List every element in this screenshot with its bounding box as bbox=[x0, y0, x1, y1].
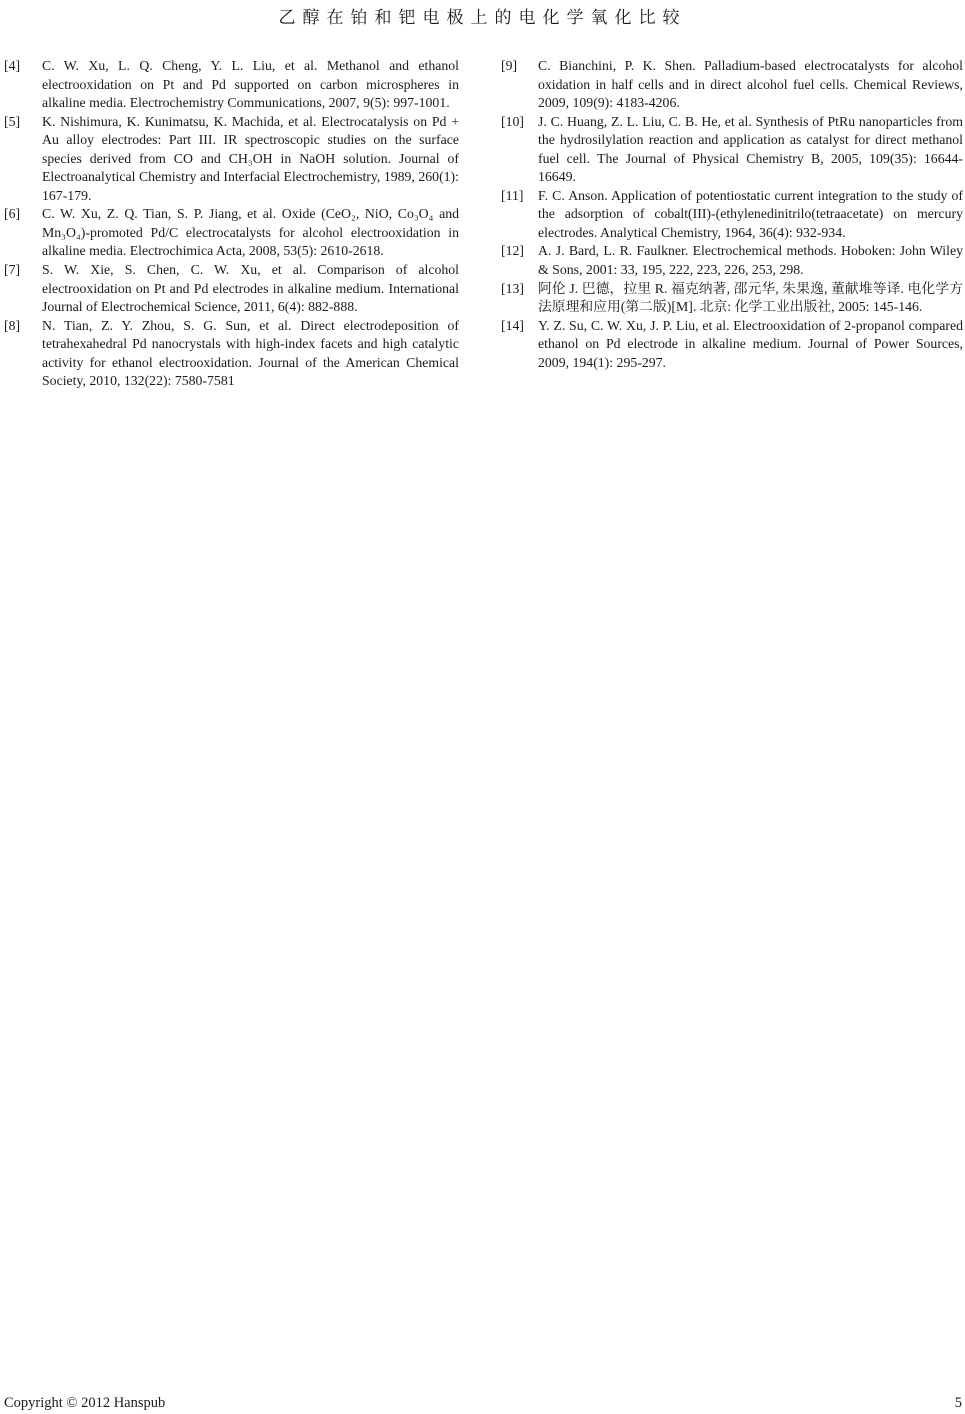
references-column-right bbox=[501, 57, 963, 391]
reference-item bbox=[4, 261, 459, 317]
reference-number: [13] bbox=[501, 280, 524, 296]
reference-text: N. Tian, Z. Y. Zhou, S. G. Sun, et al. Direct electrodeposition of tetrahexahedral Pd nanocrystals with high-index facets and high catalytic activity for ethanol electrooxidation. Journal of the American Chemical Society, 2010, 132(22): 7580-7581 bbox=[42, 317, 459, 389]
reference-item bbox=[501, 113, 963, 187]
reference-text: F. C. Anson. Application of potentiostatic current integration to the study of the adsorption of cobalt(III)-(ethylenedinitrilo(tetraacetate) on mercury electrodes. Analytical Chemistry, 1964, 36(4): 932-934. bbox=[538, 187, 963, 240]
reference-number: [12] bbox=[501, 243, 524, 259]
reference-text: C. W. Xu, Z. Q. Tian, S. P. Jiang, et al. Oxide (CeO₂, NiO, Co₃O₄ and Mn₃O₄)-promoted Pd/C electrocatalysts for alcohol electrooxidation in alkaline media. Electrochimica Acta, 2008, 53(5): 2610-2618. bbox=[42, 206, 459, 259]
reference-text: S. W. Xie, S. Chen, C. W. Xu, et al. Comparison of alcohol electrooxidation on Pt and Pd electrodes in alkaline medium. International Journal of Electrochemical Science, 2011, 6(4): 882-888. bbox=[42, 262, 459, 315]
reference-text: Y. Z. Su, C. W. Xu, J. P. Liu, et al. Electrooxidation of 2-propanol compared ethanol on Pd electrode in alkaline medium. Journal of Power Sources, 2009, 194(1): 295-297. bbox=[538, 317, 963, 370]
reference-number: [4] bbox=[4, 58, 21, 73]
page-title: 乙醇在铂和钯电极上的电化学氧化比较 bbox=[278, 8, 687, 27]
reference-text: K. Nishimura, K. Kunimatsu, K. Machida, et al. Electrocatalysis on Pd + Au alloy electrodes: Part III. IR spectroscopic studies on the surface species derived from CO and CH₃OH in NaOH solution. Journal of Electroanalytical Chemistry and Interfacial Electrochemistry, 1989, 260(1): 167-179. bbox=[42, 113, 459, 203]
reference-number: [8] bbox=[4, 317, 21, 333]
references-section bbox=[4, 57, 963, 391]
copyright-text: Copyright © 2012 Hanspub bbox=[4, 1395, 166, 1411]
reference-number: [11] bbox=[501, 187, 524, 203]
reference-item bbox=[501, 57, 963, 113]
reference-text: C. W. Xu, L. Q. Cheng, Y. L. Liu, et al. Methanol and ethanol electrooxidation on Pt and Pd supported on carbon microspheres in alkaline media. Electrochemistry Communications, 2007, 9(5): 997-1001. bbox=[42, 58, 459, 111]
reference-text: C. Bianchini, P. K. Shen. Palladium-based electrocatalysts for alcohol oxidation in half cells and in direct alcohol fuel cells. Chemical Reviews, 2009, 109(9): 4183-4206. bbox=[538, 58, 963, 111]
reference-item bbox=[501, 187, 963, 243]
reference-number: [5] bbox=[4, 113, 21, 129]
reference-number: [9] bbox=[501, 58, 518, 73]
reference-text: A. J. Bard, L. R. Faulkner. Electrochemical methods. Hoboken: John Wiley & Sons, 2001: 33, 195, 222, 223, 226, 253, 298. bbox=[538, 243, 963, 278]
reference-item bbox=[4, 317, 459, 391]
reference-item bbox=[4, 57, 459, 113]
reference-item bbox=[501, 317, 963, 373]
reference-number: [14] bbox=[501, 317, 524, 333]
reference-item bbox=[501, 242, 963, 279]
reference-item bbox=[4, 113, 459, 206]
reference-item bbox=[501, 280, 963, 317]
reference-number: [7] bbox=[4, 262, 21, 278]
reference-text: 阿伦 J. 巴德，拉里 R. 福克纳著, 邵元华, 朱果逸, 董献堆等译. 电化学方法原理和应用(第二版)[M]. 北京: 化学工业出版社, 2005: 145-146. bbox=[538, 280, 963, 315]
page-number: 5 bbox=[954, 1395, 962, 1411]
page-footer bbox=[4, 1394, 962, 1413]
reference-text: J. C. Huang, Z. L. Liu, C. B. He, et al. Synthesis of PtRu nanoparticles from the hydrosilylation reaction and application as catalyst for direct methanol fuel cell. The Journal of Physical Chemistry B, 2005, 109(35): 16644-16649. bbox=[538, 113, 963, 185]
reference-number: [6] bbox=[4, 206, 21, 222]
reference-number: [10] bbox=[501, 113, 524, 129]
reference-item bbox=[4, 205, 459, 261]
references-column-left bbox=[4, 57, 459, 391]
